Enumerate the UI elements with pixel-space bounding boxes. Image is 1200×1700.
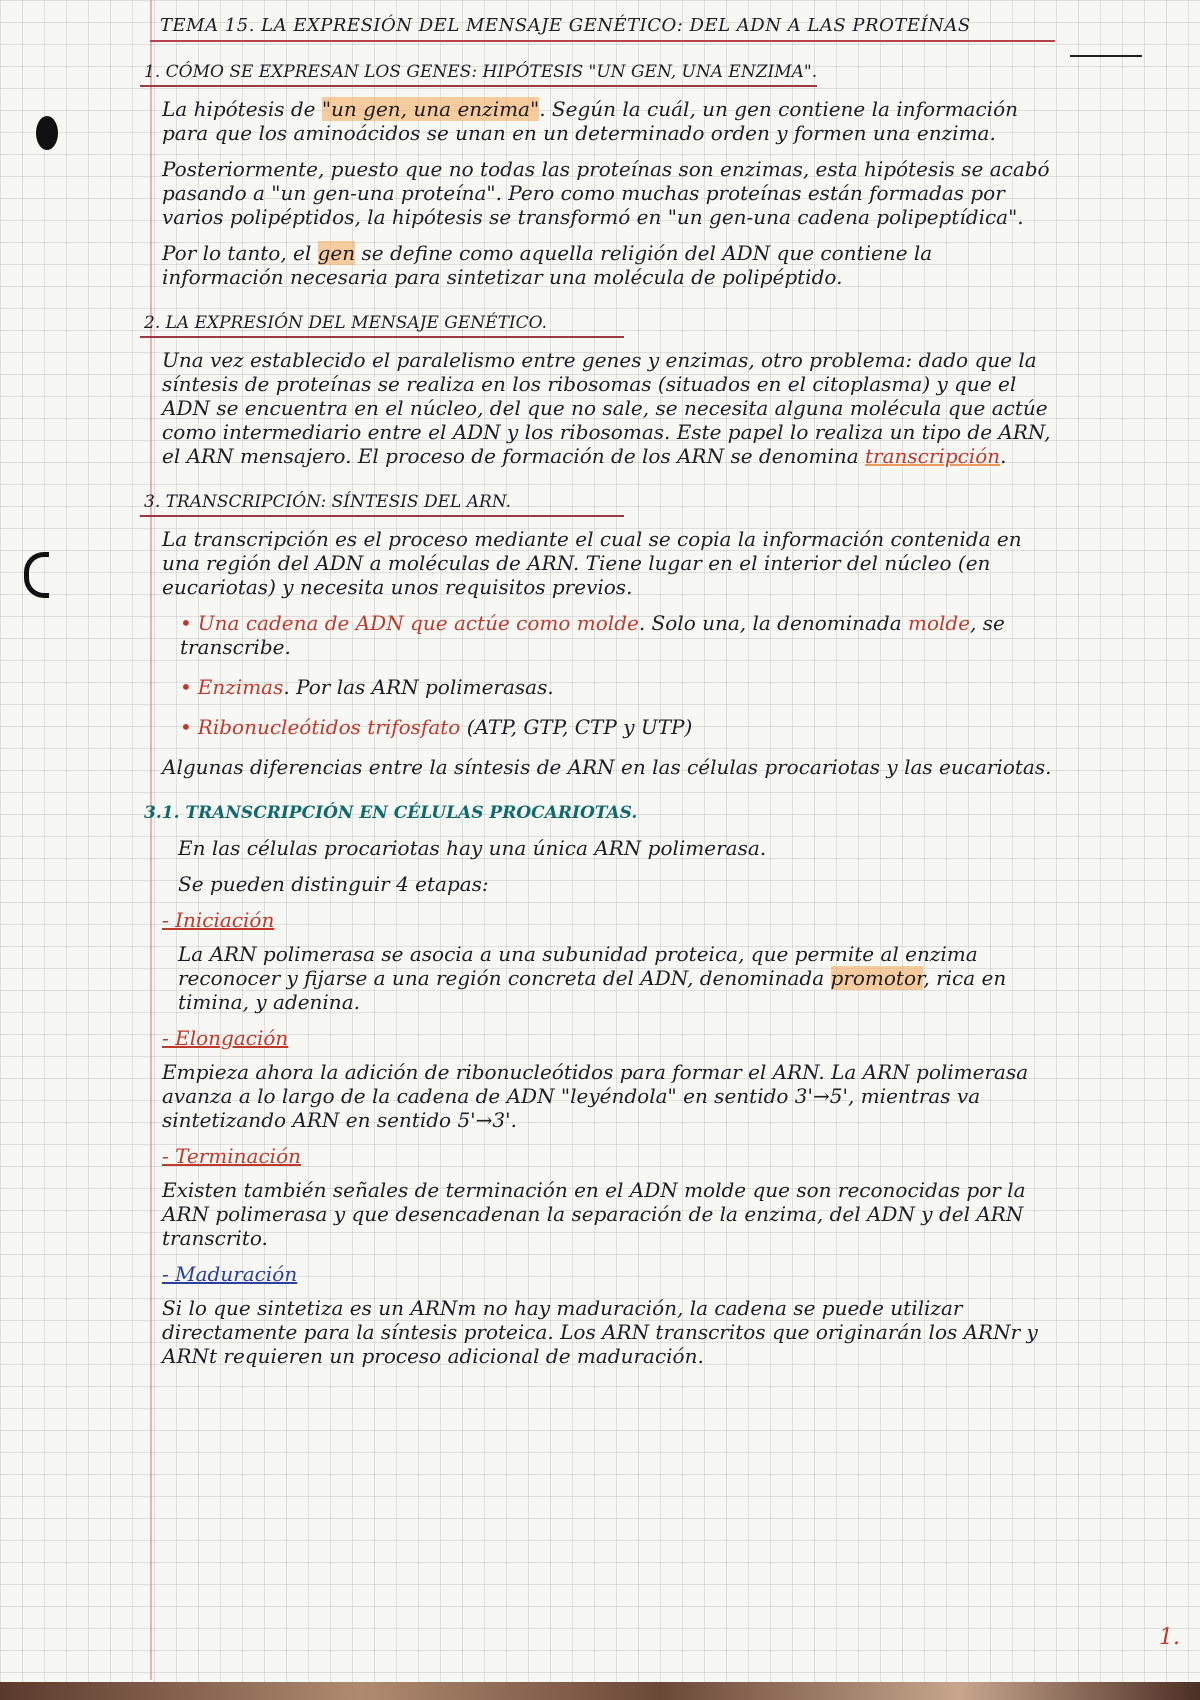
requirements-list [180,611,1055,739]
section-heading-3: 3. TRANSCRIPCIÓN: SÍNTESIS DEL ARN. [140,490,624,517]
highlight: "un gen, una enzima" [321,97,540,121]
paragraph: Empieza ahora la adición de ribonucleótidos para formar el ARN. La ARN polimerasa avanza a lo largo de la cadena de ADN "leyéndola" en sentido 3'→5', mientras va sintetizando ARN en sentido 5'→3'. [162,1060,1029,1132]
stage-heading: - Elongación [162,1026,289,1050]
photo-edge [0,1682,1200,1700]
section-heading-2: 2. LA EXPRESIÓN DEL MENSAJE GENÉTICO. [140,311,624,338]
page-number: 1. [1159,1625,1180,1650]
highlight: gen [317,241,356,265]
paragraph: La transcripción es el proceso mediante el cual se copia la información contenida en una región del ADN a moléculas de ARN. Tiene lugar en el interior del núcleo (en eucariotas) y necesita unos requisitos previos. [162,527,1022,599]
paragraph: Si lo que sintetiza es un ARNm no hay maduración, la cadena se puede utilizar directamente para la síntesis proteica. Los ARN transcritos que originarán los ARNr y ARNt requieren un proceso adicional de maduración. [162,1296,1038,1368]
section-heading-1: 1. CÓMO SE EXPRESAN LOS GENES: HIPÓTESIS "UN GEN, UNA ENZIMA". [140,60,817,87]
paragraph: Se pueden distinguir 4 etapas: [178,872,489,896]
paragraph: La hipótesis de "un gen, una enzima". Según la cuál, un gen contiene la información para que los aminoácidos se unan en un determinado orden y formen una enzima. [162,97,1018,145]
stage-heading: - Iniciación [162,908,275,932]
binder-hole [36,116,58,150]
list-item: • Ribonucleótidos trifosfato (ATP, GTP, CTP y UTP) [180,715,1055,739]
list-item: • Una cadena de ADN que actúe como molde. Solo una, la denominada molde, se transcribe. [180,611,1055,659]
highlight: transcripción [865,444,1001,468]
paragraph: Una vez establecido el paralelismo entre genes y enzimas, otro problema: dado que la síntesis de proteínas se realiza en los ribosomas (situados en el citoplasma) y que el ADN se encuentra en el núcleo, del que no sale, se necesita alguna molécula que actúe como intermediario entre el ADN y los ribosomas. Este papel lo realiza un tipo de ARN, el ARN mensajero. El proceso de formación de los ARN se denomina transcripción. [162,348,1051,468]
stage-heading: - Maduración [162,1262,298,1286]
paragraph: Algunas diferencias entre la síntesis de ARN en las células procariotas y las eucariotas. [162,755,1052,779]
stage-heading: - Terminación [162,1144,301,1168]
paragraph: Por lo tanto, el gen se define como aquella religión del ADN que contiene la información necesaria para sintetizar una molécula de polipéptido. [162,241,933,289]
paragraph: La ARN polimerasa se asocia a una subunidad proteica, que permite al enzima reconocer y fijarse a una región concreta del ADN, denominada promotor, rica en timina, y adenina. [178,942,1007,1014]
highlight: promotor [830,966,924,990]
section-heading-3-1: 3.1. TRANSCRIPCIÓN EN CÉLULAS PROCARIOTAS. [144,803,638,823]
paragraph: En las células procariotas hay una única ARN polimerasa. [178,836,767,860]
paragraph: Existen también señales de terminación en el ADN molde que son reconocidas por la ARN polimerasa y que desencadenan la separación de la enzima, del ADN y del ARN transcrito. [162,1178,1026,1250]
notebook-page [144,10,1055,1380]
margin-dash [1070,55,1142,57]
binder-hole [24,552,49,598]
paragraph: Posteriormente, puesto que no todas las proteínas son enzimas, esta hipótesis se acabó pasando a "un gen-una proteína". Pero como muchas proteínas están formadas por varios polipéptidos, la hipótesis se transformó en "un gen-una cadena polipeptídica". [162,157,1050,229]
list-item: • Enzimas. Por las ARN polimerasas. [180,675,1055,699]
page-title: TEMA 15. LA EXPRESIÓN DEL MENSAJE GENÉTICO: DEL ADN A LAS PROTEÍNAS [150,10,1055,42]
